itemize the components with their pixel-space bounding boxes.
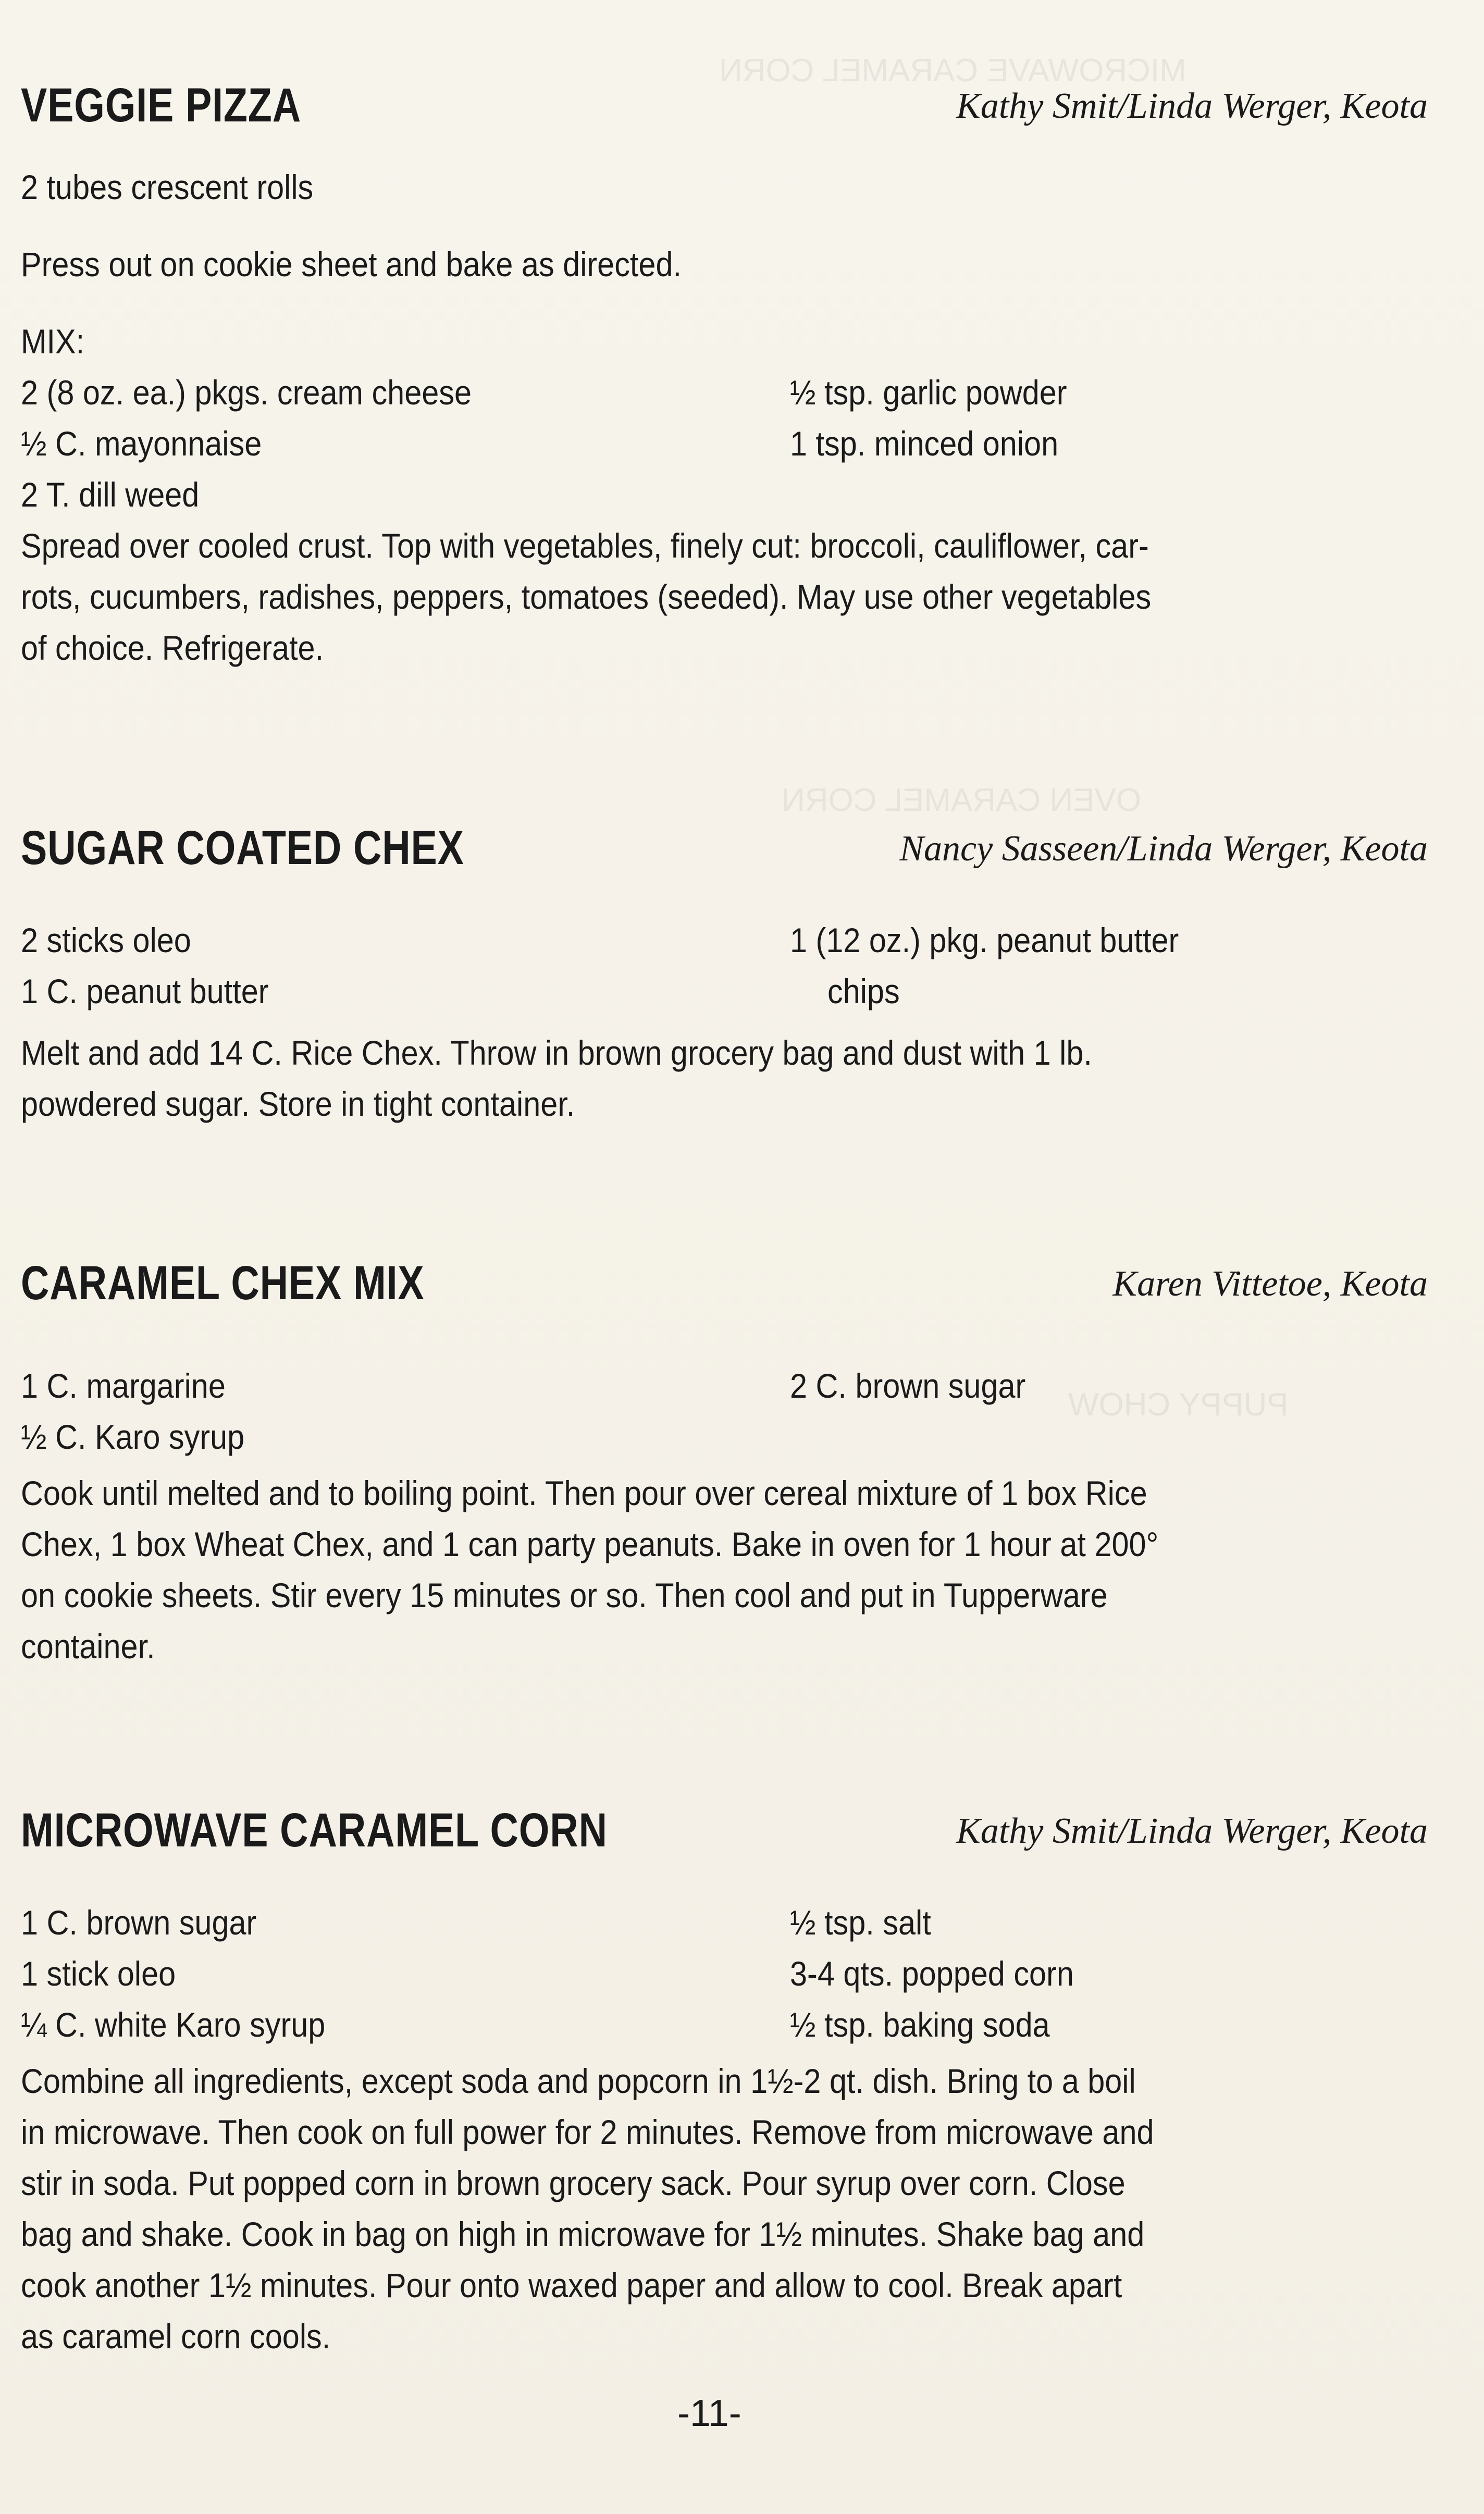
recipe-header [21,1256,1428,1318]
directions [21,520,1428,673]
ingredient-columns [21,367,1428,520]
directions-line: Chex, 1 box Wheat Chex, and 1 can party peanuts. Bake in oven for 1 hour at 200° [21,1525,1159,1563]
bleed-through-text: PUPPY CHOW [1068,1387,1289,1423]
recipe-author: Nancy Sasseen/Linda Werger, Keota [899,829,1428,869]
recipe-header [21,1803,1428,1866]
ingredient-line: chips [827,972,900,1010]
recipe-title: MICROWAVE CARAMEL CORN [21,1804,608,1857]
ingredient-line: 3-4 qts. popped corn [790,1954,1074,1993]
ingredient-line: 1 C. brown sugar [21,1903,257,1942]
page-number: -11- [677,2393,741,2434]
recipe-author: Karen Vittetoe, Keota [1112,1264,1428,1304]
directions-line: on cookie sheets. Stir every 15 minutes or so. Then cool and put in Tupperware [21,1576,1108,1615]
recipe-sugar-coated-chex [21,821,1428,1129]
directions-line: Melt and add 14 C. Rice Chex. Throw in brown grocery bag and dust with 1 lb. [21,1033,1092,1072]
recipe-author: Kathy Smit/Linda Werger, Keota [956,1811,1428,1851]
recipe-title: SUGAR COATED CHEX [21,821,464,874]
ingredient-column-left [21,1897,325,2050]
directions-line: of choice. Refrigerate. [21,628,324,667]
recipe-caramel-chex-mix [21,1256,1428,1672]
recipe-body [21,915,1428,1129]
ingredient-line: ½ C. mayonnaise [21,424,262,463]
ingredient-column-right [790,1360,1025,1411]
ingredient-columns [21,1897,1428,2050]
ingredient-line: 2 sticks oleo [21,921,191,959]
ingredient-line: ½ tsp. baking soda [790,2005,1050,2044]
ingredient-columns [21,915,1428,1017]
directions-line: cook another 1½ minutes. Pour onto waxed paper and allow to cool. Break apart [21,2266,1122,2304]
directions-line: Combine all ingredients, except soda and popcorn in 1½-2 qt. dish. Bring to a boil [21,2062,1136,2100]
ingredient-column-right [790,1897,1074,2050]
ingredient-line: 1 C. margarine [21,1366,226,1405]
ingredient-column-left [21,915,269,1017]
ingredient-line: 2 tubes crescent rolls [21,168,314,206]
instruction-line: Press out on cookie sheet and bake as directed. [21,245,682,284]
recipe-title: CARAMEL CHEX MIX [21,1256,425,1310]
ingredient-column-right [790,367,1067,469]
recipe-body [21,1360,1428,1672]
ingredient-line: ½ tsp. salt [790,1903,931,1942]
bleed-through-text: MICROWAVE CARAMEL CORN [719,53,1186,89]
recipe-author: Kathy Smit/Linda Werger, Keota [956,86,1428,126]
directions-line: bag and shake. Cook in bag on high in microwave for 1½ minutes. Shake bag and [21,2215,1145,2253]
mix-label: MIX: [21,322,85,361]
recipe-veggie-pizza [21,78,1428,673]
ingredient-line: ½ C. Karo syrup [21,1418,245,1456]
directions-line: stir in soda. Put popped corn in brown grocery sack. Pour syrup over corn. Close [21,2164,1126,2202]
ingredient-column-left [21,1360,244,1462]
directions-line: Spread over cooled crust. Top with vegetables, finely cut: broccoli, cauliflower, car- [21,526,1149,565]
bleed-through-text: OVEN CARAMEL CORN [782,782,1142,818]
ingredient-line: 1 tsp. minced onion [790,424,1059,463]
directions-line: powdered sugar. Store in tight container. [21,1085,575,1123]
recipe-microwave-caramel-corn [21,1803,1428,2362]
recipe-body [21,1897,1428,2362]
directions-line: in microwave. Then cook on full power for 2 minutes. Remove from microwave and [21,2113,1154,2151]
ingredient-line: 2 (8 oz. ea.) pkgs. cream cheese [21,373,472,412]
ingredient-line: 2 T. dill weed [21,475,200,514]
recipe-header [21,78,1428,141]
ingredient-column-right [790,915,1179,1017]
directions [21,2055,1428,2362]
directions-line: rots, cucumbers, radishes, peppers, tomatoes (seeded). May use other vegetables [21,577,1152,616]
directions [21,1027,1428,1129]
directions-line: as caramel corn cools. [21,2317,331,2356]
ingredient-line: 1 stick oleo [21,1954,176,1993]
recipe-header [21,821,1428,883]
recipe-title: VEGGIE PIZZA [21,79,301,132]
ingredient-line: 1 C. peanut butter [21,972,269,1010]
recipe-body [21,162,1428,673]
directions-line: container. [21,1627,155,1666]
ingredient-column-left [21,367,472,520]
ingredient-columns [21,1360,1428,1462]
ingredient-line: 2 C. brown sugar [790,1366,1026,1405]
directions-line: Cook until melted and to boiling point. Then pour over cereal mixture of 1 box Rice [21,1474,1147,1512]
directions [21,1468,1428,1672]
ingredient-line: 1 (12 oz.) pkg. peanut butter [790,921,1179,959]
ingredient-line: ½ tsp. garlic powder [790,373,1067,412]
ingredient-line: ¼ C. white Karo syrup [21,2005,326,2044]
